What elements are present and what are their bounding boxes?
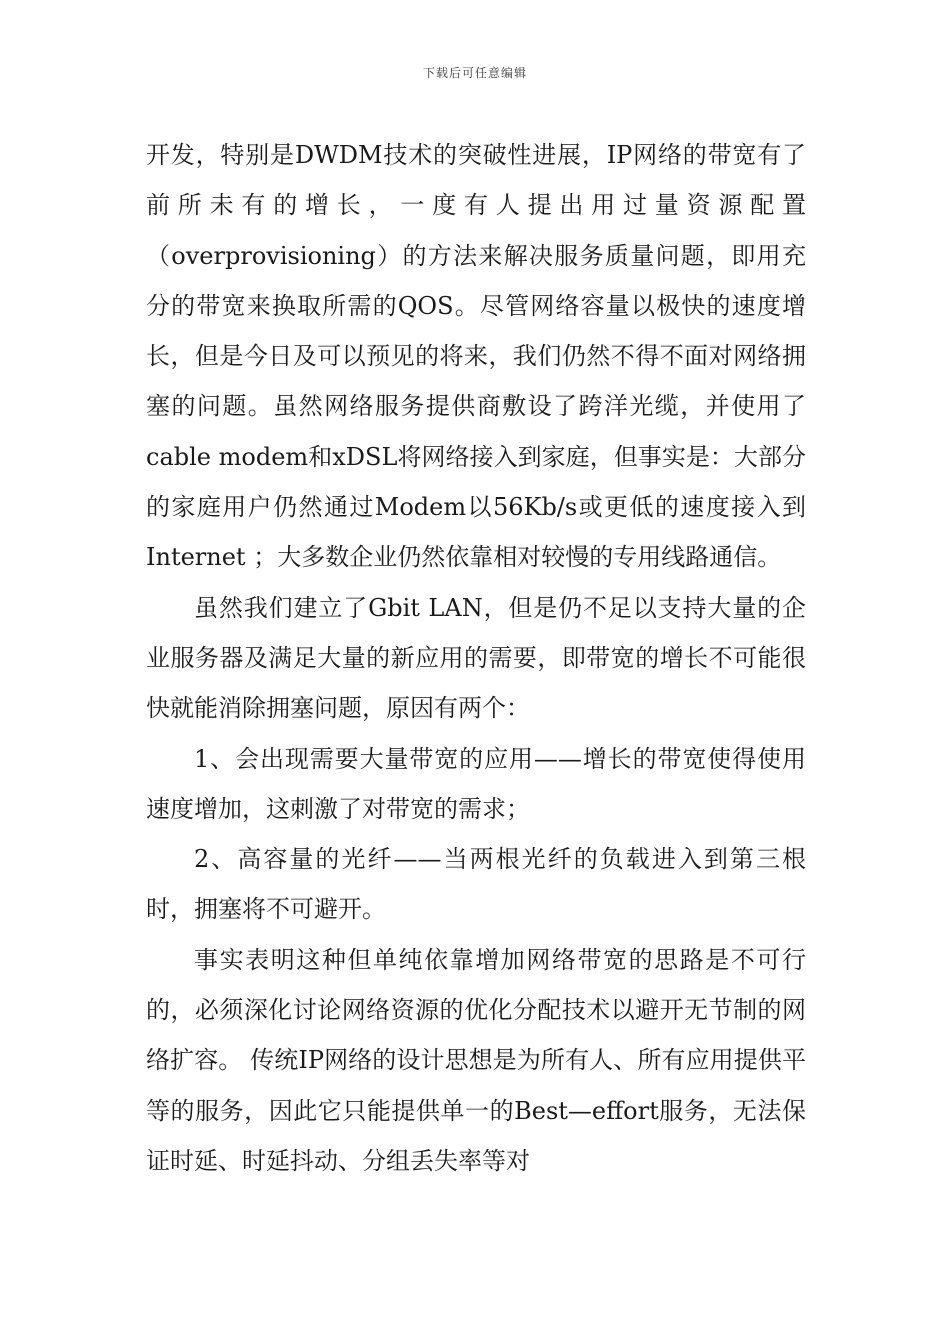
paragraph-5: 事实表明这种但单纯依靠增加网络带宽的思路是不可行的，必须深化讨论网络资源的优化分配技术以避开无节制的网络扩容。 传统IP网络的设计思想是为所有人、所有应用提供平等的服务，因此它只能提供单一的Best—effort服务，无法保证时延、时延抖动、分组丢失率等对 xyxy=(146,945,806,1175)
paragraph-1: 开发，特别是DWDM技术的突破性进展，IP网络的带宽有了前所未有的增长，一度有人提出用过量资源配置（overprovisioning）的方法来解决服务质量问题，即用充分的带宽来换取所需的QOS。尽管网络容量以极快的速度增长，但是今日及可以预见的将来，我们仍然不得不面对网络拥塞的问题。虽然网络服务提供商敷设了跨洋光缆，并使用了cable modem和xDSL将网络接入到家庭，但事实是：大部分的家庭用户仍然通过Modem以56Kb/s或更低的速度接入到Internet ；大多数企业仍然依靠相对较慢的专用线路通信。 xyxy=(146,141,806,572)
document-body xyxy=(146,130,806,1186)
paragraph-4: 2、高容量的光纤——当两根光纤的负载进入到第三根时，拥塞将不可避开。 xyxy=(146,845,806,924)
paragraph-2: 虽然我们建立了Gbit LAN，但是仍不足以支持大量的企业服务器及满足大量的新应用的需要，即带宽的增长不可能很快就能消除拥塞问题，原因有两个： xyxy=(146,593,806,723)
paragraph-3: 1、会出现需要大量带宽的应用——增长的带宽使得使用速度增加，这刺激了对带宽的需求； xyxy=(146,744,806,823)
page-header: 下载后可任意编辑 xyxy=(422,66,527,80)
